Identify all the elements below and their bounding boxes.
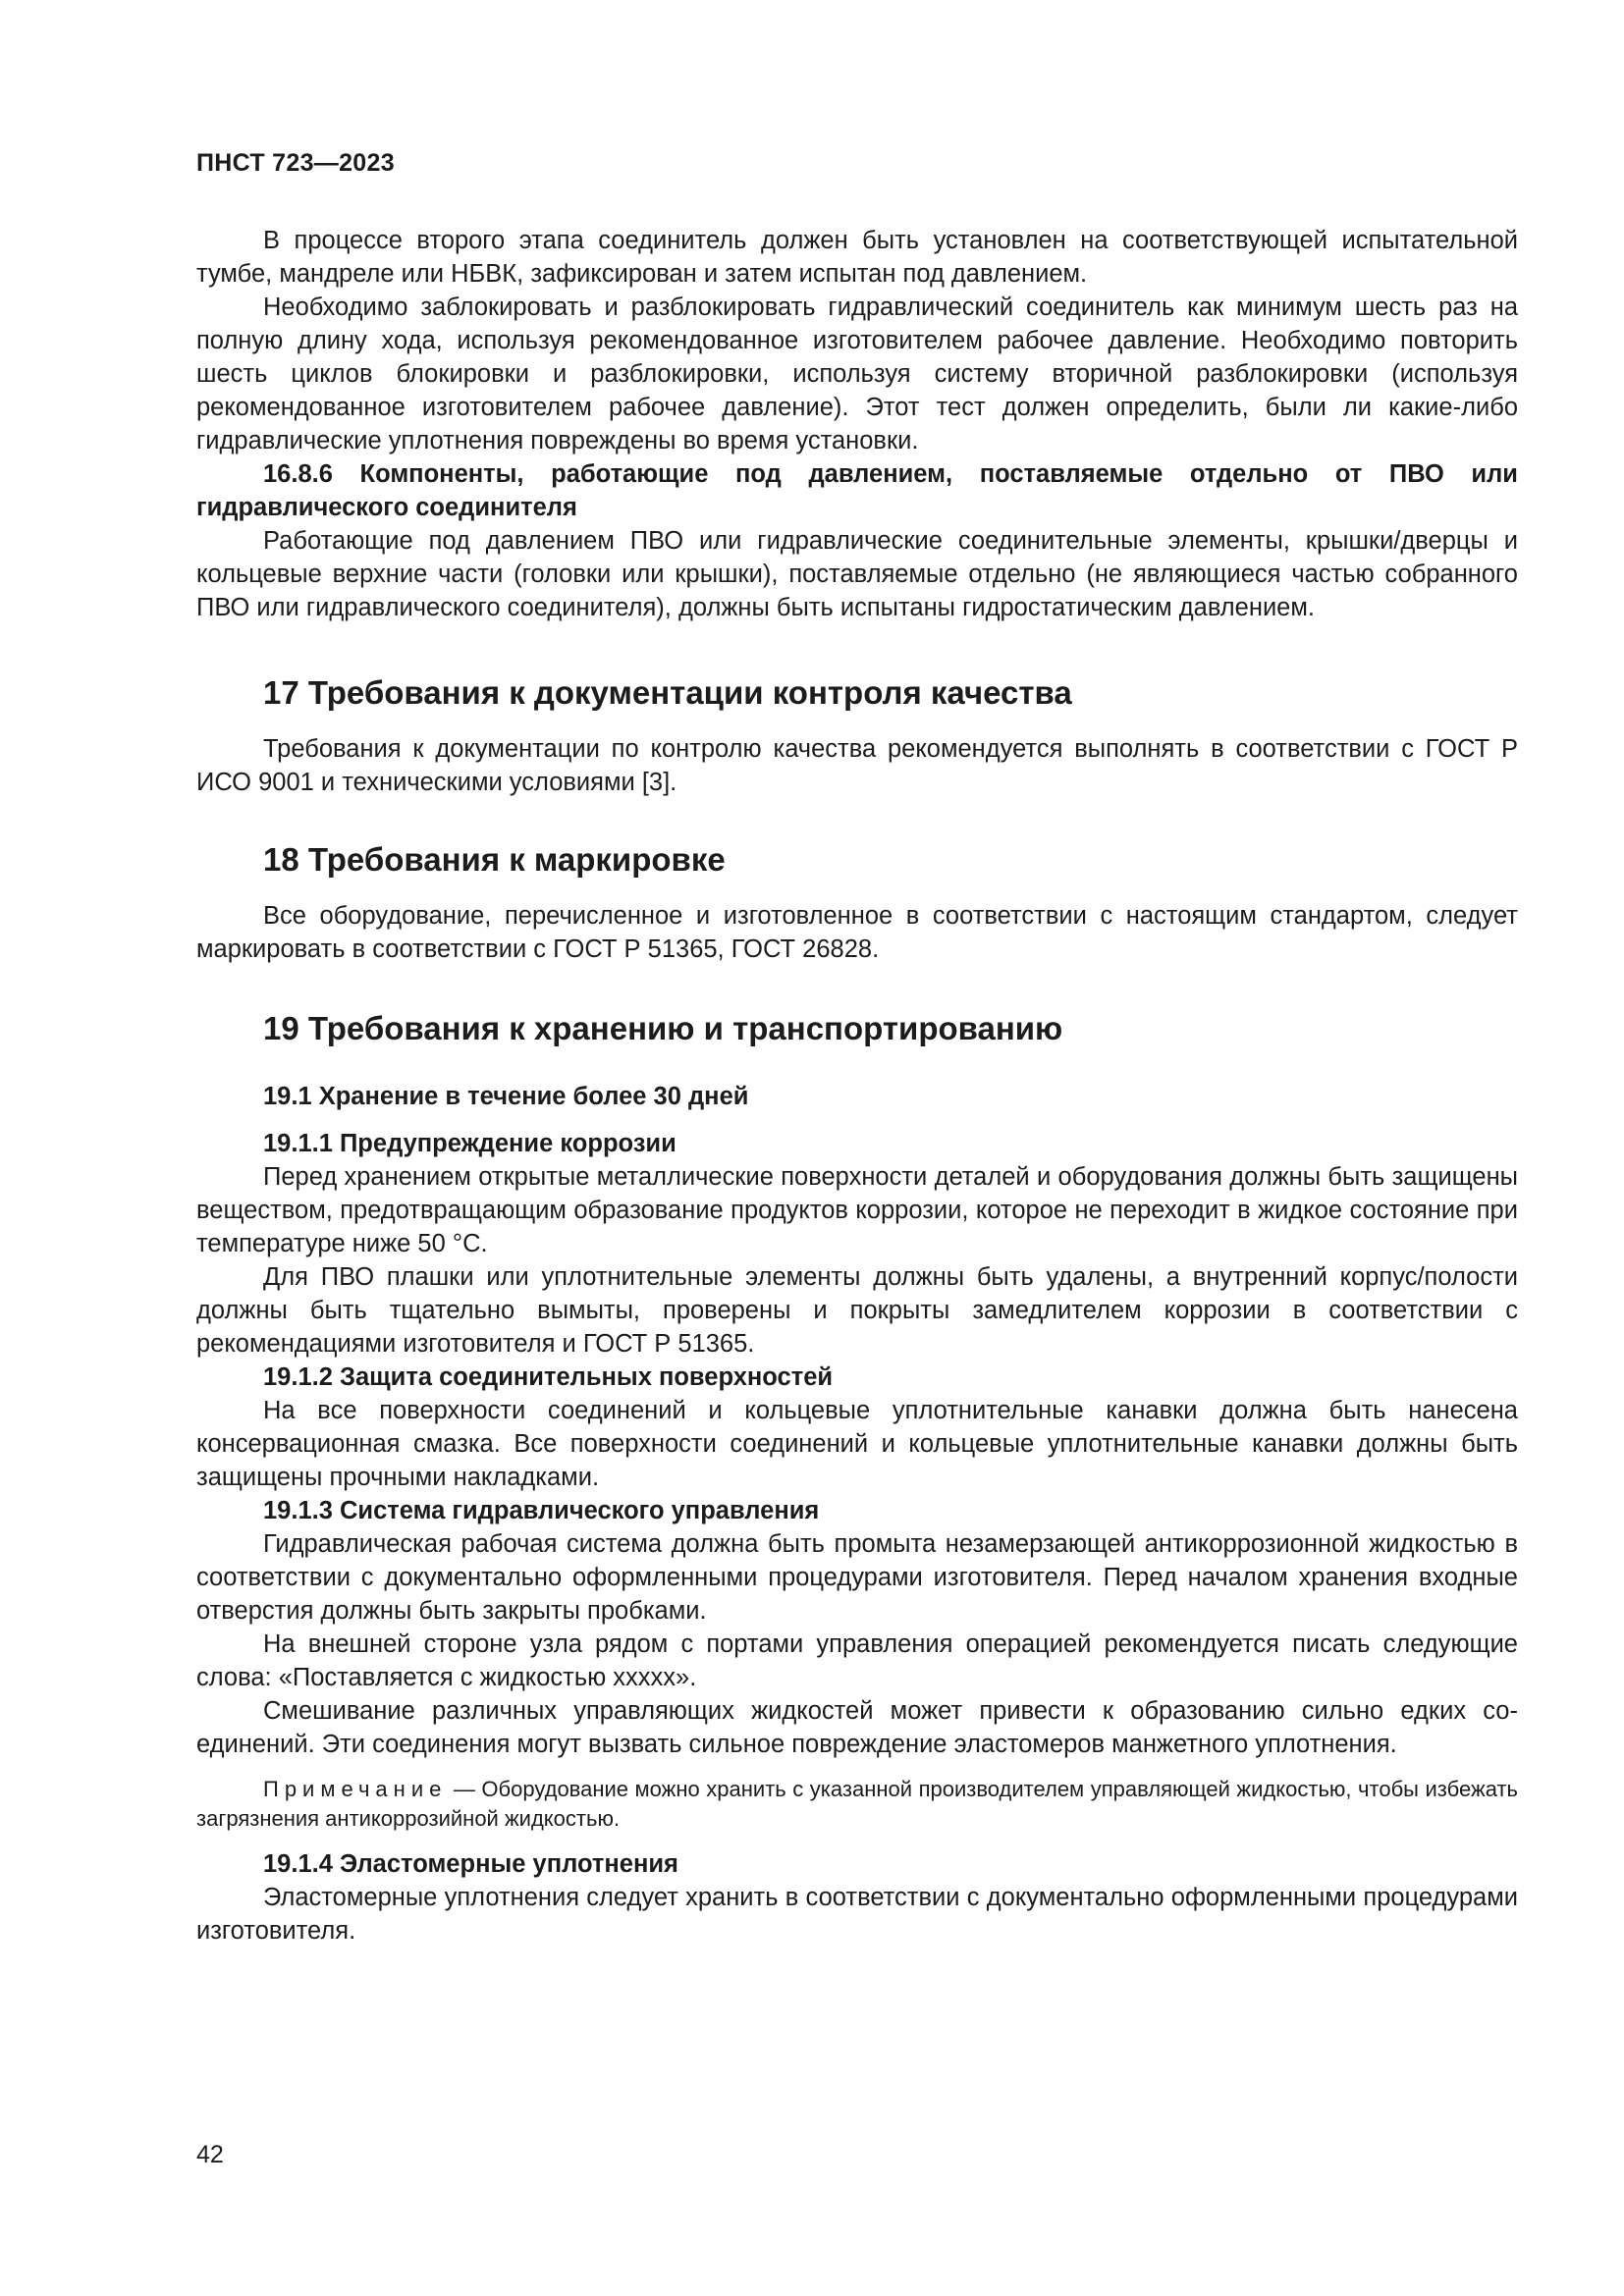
section-heading-19: 19 Требования к хранению и транспортированию (263, 1010, 1063, 1046)
paragraph: В процессе второго этапа соединитель должен быть установлен на соответствующей испытательной тумбе, мандреле или НБВК, зафиксирован и затем испытан под давлением. (196, 227, 1518, 288)
note-text: — Оборудование можно хранить с указанной производителем управляющей жидкостью, чтобы избежать загрязнения антикоррозийной жидкостью. (196, 1777, 1518, 1831)
note (196, 1775, 1518, 1834)
section-heading-17: 17 Требования к документации контроля качества (263, 674, 1072, 711)
subsection-heading-19-1-4: 19.1.4 Эластомерные уплотнения (263, 1850, 678, 1878)
paragraph: Смешивание различных управляющих жидкостей может привести к образованию сильно едких соединений. Эти соединения могут вызвать сильное повреждение эластомеров манжетного уплотнения. (196, 1697, 1518, 1758)
paragraph: Эластомерные уплотнения следует хранить в соответствии с документально оформленными процедурами изготовителя. (196, 1884, 1518, 1945)
paragraph: Требования к документации по контролю качества рекомендуется выполнять в соответствии с ГОСТ Р ИСО 9001 и техническими условиями [3]. (196, 735, 1518, 796)
paragraph: Необходимо заблокировать и разблокировать гидравлический соединитель как минимум шесть раз на полную длину хода, используя рекомендованное изготовителем рабочее давление. Необходимо повторить шесть циклов блокировки и разблокировки, используя систему вторичной разблокировки (используя рекомендованное изготовителем рабочее давление). Этот тест должен определить, были ли какие-либо гидравлические уплотнения повреждены во время установки. (196, 294, 1518, 454)
paragraph: Перед хранением открытые металлические поверхности деталей и оборудования должны быть защищены веществом, предотвращающим образование продуктов коррозии, которое не переходит в жидкое состояние при температуре ниже 50 °С. (196, 1163, 1518, 1257)
paragraph: Для ПВО плашки или уплотнительные элементы должны быть удалены, а внутренний корпус/полости должны быть тщательно вымыты, проверены и покрыты замедлителем коррозии в соответствии с рекомендациями изготовителя и ГОСТ Р 51365. (196, 1263, 1518, 1358)
paragraph: На внешней стороне узла рядом с портами управления операцией рекомендуется писать следующие слова: «Поставляется с жидкостью ххххх». (196, 1630, 1518, 1691)
page-number: 42 (196, 2141, 224, 2168)
paragraph: На все поверхности соединений и кольцевые уплотнительные канавки должна быть нанесена консервационная смазка. Все поверхности соединений и кольцевые уплотнительные канавки должны быть защищены прочными накладками. (196, 1397, 1518, 1491)
subsection-heading-19-1-3: 19.1.3 Система гидравлического управления (263, 1497, 820, 1524)
subsection-heading-19-1-2: 19.1.2 Защита соединительных поверхностей (263, 1363, 834, 1391)
paragraph: Работающие под давлением ПВО или гидравлические соединительные элементы, крышки/дверцы и кольцевые верхние части (головки или крышки), поставляемые отдельно (не являющиеся частью собранного ПВО или гидравлического соединителя), должны быть испытаны гидростатическим давлением. (196, 527, 1518, 621)
subsection-heading-19-1-1: 19.1.1 Предупреждение коррозии (263, 1130, 677, 1157)
subsection-heading-16-8-6: 16.8.6 Компоненты, работающие под давлением, поставляемые отдельно от ПВО или гидравлического соединителя (196, 460, 1518, 521)
paragraph: Все оборудование, перечисленное и изготовленное в соответствии с настоящим стандартом, следует маркировать в соответствии с ГОСТ Р 51365, ГОСТ 26828. (196, 902, 1518, 963)
document-header: ПНСТ 723—2023 (196, 149, 395, 177)
section-heading-18: 18 Требования к маркировке (263, 841, 726, 878)
document-page (196, 0, 1518, 2296)
document-body (196, 224, 1518, 1948)
subsection-heading-19-1: 19.1 Хранение в течение более 30 дней (263, 1083, 749, 1110)
note-label: Примечание (263, 1777, 448, 1801)
paragraph: Гидравлическая рабочая система должна быть промыта незамерзающей антикоррозионной жидкостью в соответствии с документально оформленными процедурами изготовителя. Перед началом хранения входные отверстия должны быть закрыты пробками. (196, 1530, 1518, 1625)
